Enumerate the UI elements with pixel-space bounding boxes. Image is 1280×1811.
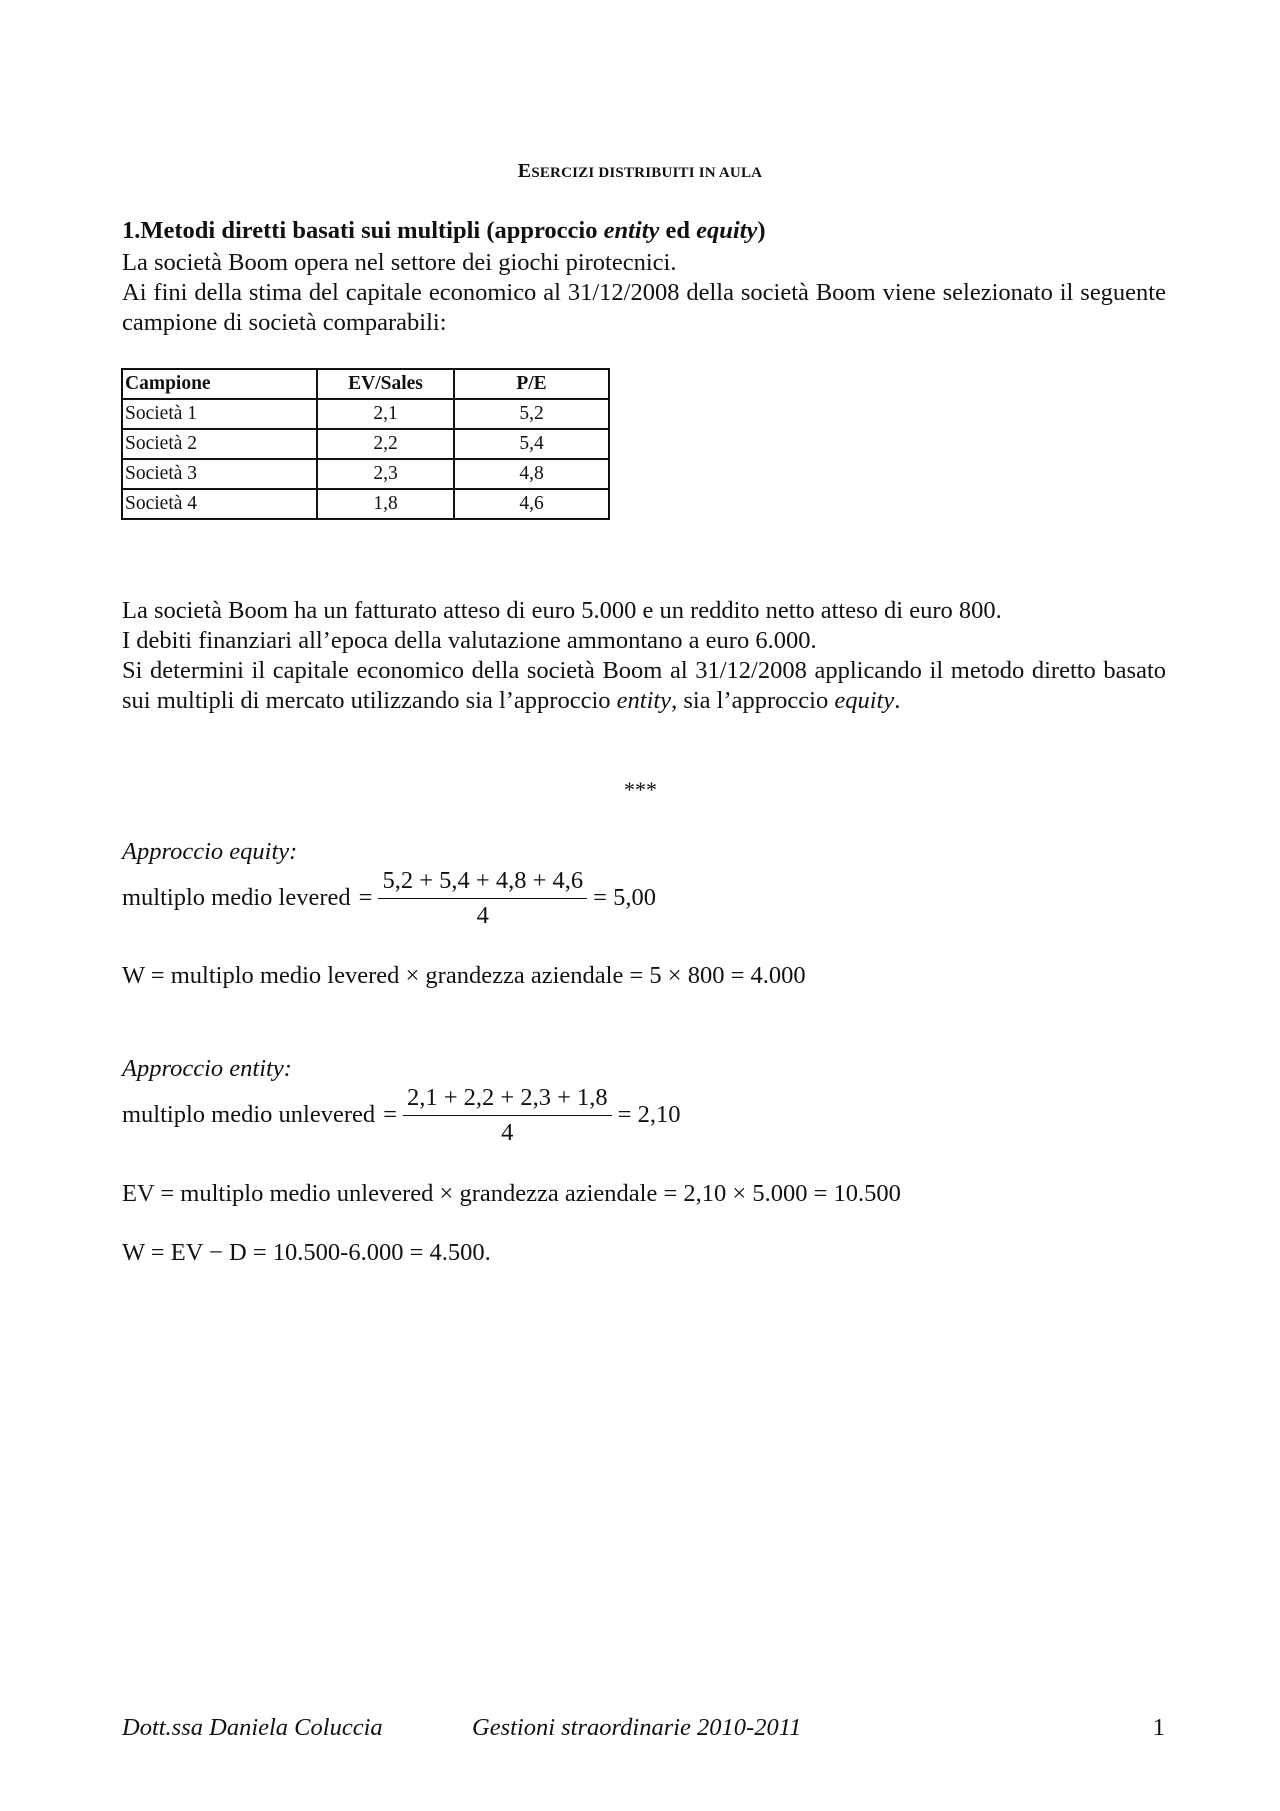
section-heading-part: ) (757, 217, 766, 244)
formula-label: multiplo medio levered (122, 884, 351, 911)
section-heading-part: ed (659, 217, 697, 244)
problem-text: . (894, 687, 901, 714)
title-word: SERCIZI (531, 165, 595, 181)
formula-equals: = (358, 884, 373, 911)
formula-result: = 2,10 (617, 1101, 681, 1128)
table-cell: 1,8 (317, 489, 454, 519)
problem-text: , sia l’approccio (671, 687, 835, 714)
title-rest: DISTRIBUITI IN AULA (594, 165, 763, 181)
table-header-row (122, 369, 609, 399)
entity-ev-line: EV = multiplo medio unlevered × grandezza aziendale = 2,10 × 5.000 = 10.500 (122, 1180, 901, 1207)
equity-w-line: W = multiplo medio levered × grandezza aziendale = 5 × 800 = 4.000 (122, 962, 806, 989)
table-header-cell: P/E (454, 369, 609, 399)
formula-equals: = (383, 1101, 397, 1128)
intro-line-2: Ai fini della stima del capitale economico al 31/12/2008 della società Boom viene selezionato il seguente campione di società comparabili: (122, 279, 1166, 336)
fraction-numerator: 5,2 + 5,4 + 4,8 + 4,6 (378, 867, 587, 899)
footer-author: Dott.ssa Daniela Coluccia (122, 1714, 383, 1741)
entity-formula (122, 1075, 680, 1155)
table-cell: 2,1 (317, 399, 454, 429)
formula-fraction (378, 867, 587, 930)
fraction-numerator: 2,1 + 2,2 + 2,3 + 1,8 (403, 1084, 612, 1116)
section-heading-part: 1.Metodi diretti basati sui multipli (approccio (122, 217, 604, 244)
section-heading-entity: entity (603, 217, 660, 244)
problem-line-1: La società Boom ha un fatturato atteso di euro 5.000 e un reddito netto atteso di euro 800. (122, 597, 1002, 624)
table-row (122, 429, 609, 459)
problem-entity: entity (616, 687, 672, 714)
entity-w-line: W = EV − D = 10.500-6.000 = 4.500. (122, 1239, 491, 1266)
problem-equity: equity (834, 687, 895, 714)
equity-heading: Approccio equity: (122, 838, 298, 865)
table-row (122, 489, 609, 519)
comparables-table (121, 368, 610, 520)
formula-label: multiplo medio unlevered (122, 1101, 376, 1128)
formula-fraction (403, 1084, 612, 1147)
equity-formula (122, 858, 656, 938)
problem-text: Si determini il capitale economico della società Boom al 31/12/2008 applicando il metodo diretto basato sui multipli di mercato utilizzando sia l’approccio (122, 657, 1166, 714)
problem-line-2: I debiti finanziari all’epoca della valutazione ammontano a euro 6.000. (122, 627, 817, 654)
separator: *** (624, 777, 657, 802)
table-cell: 5,2 (454, 399, 609, 429)
formula-result: = 5,00 (593, 884, 656, 911)
table-cell: 5,4 (454, 429, 609, 459)
table-row (122, 399, 609, 429)
table-cell: Società 3 (122, 459, 317, 489)
table-cell: Società 2 (122, 429, 317, 459)
table-cell: Società 4 (122, 489, 317, 519)
table-cell: Società 1 (122, 399, 317, 429)
table-header-cell: Campione (122, 369, 317, 399)
table-cell: 4,8 (454, 459, 609, 489)
table-row (122, 459, 609, 489)
section-heading-equity: equity (696, 217, 758, 244)
page-number: 1 (1152, 1714, 1165, 1741)
problem-line-3 (122, 656, 1166, 716)
document-title (0, 160, 1280, 183)
title-initial: E (517, 160, 532, 182)
entity-heading: Approccio entity: (122, 1055, 292, 1082)
table-header-cell: EV/Sales (317, 369, 454, 399)
table-cell: 2,2 (317, 429, 454, 459)
footer-course: Gestioni straordinarie 2010-2011 (472, 1714, 802, 1741)
section-heading (122, 217, 766, 245)
fraction-denominator: 4 (476, 901, 489, 929)
table-cell: 2,3 (317, 459, 454, 489)
fraction-denominator: 4 (501, 1118, 514, 1146)
intro-line-1: La società Boom opera nel settore dei giochi pirotecnici. (122, 249, 677, 276)
table-cell: 4,6 (454, 489, 609, 519)
